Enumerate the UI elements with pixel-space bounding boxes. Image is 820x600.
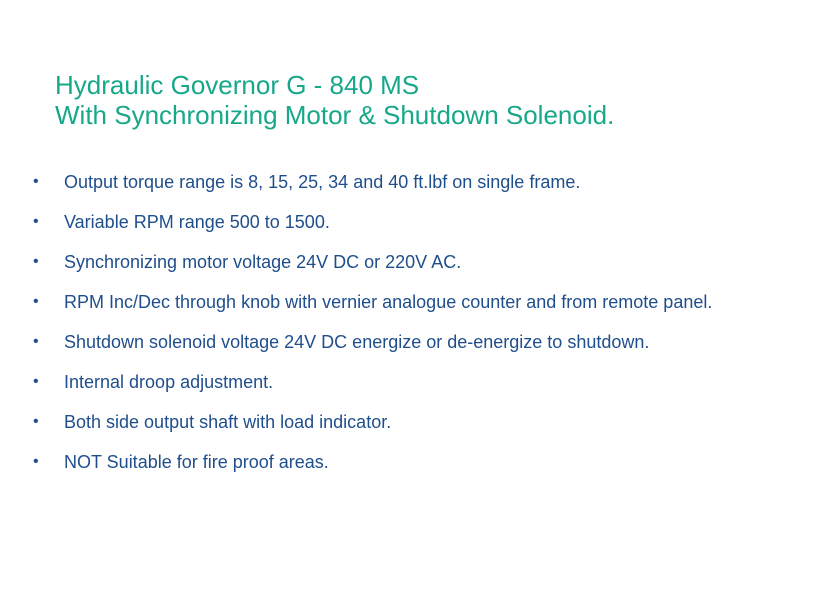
bullet-item [0, 208, 820, 248]
bullet-icon: • [33, 453, 39, 470]
bullet-item [0, 288, 820, 328]
bullet-item [0, 328, 820, 368]
bullet-text: NOT Suitable for fire proof areas. [64, 452, 329, 472]
bullet-item [0, 448, 820, 488]
title-line-2: With Synchronizing Motor & Shutdown Solenoid. [55, 100, 615, 130]
bullet-text: Both side output shaft with load indicator. [64, 412, 392, 432]
bullet-icon: • [33, 333, 39, 350]
bullet-text: Output torque range is 8, 15, 25, 34 and 40 ft.lbf on single frame. [64, 172, 581, 192]
bullet-item [0, 408, 820, 448]
bullet-icon: • [33, 293, 39, 310]
slide-title [55, 70, 795, 130]
title-line-1: Hydraulic Governor G - 840 MS [55, 70, 420, 100]
bullet-icon: • [33, 253, 39, 270]
bullet-item [0, 368, 820, 408]
bullet-list [0, 168, 820, 488]
bullet-text: Variable RPM range 500 to 1500. [64, 212, 330, 232]
bullet-icon: • [33, 213, 39, 230]
bullet-text: Shutdown solenoid voltage 24V DC energize or de-energize to shutdown. [64, 332, 650, 352]
bullet-icon: • [33, 173, 39, 190]
bullet-text: RPM Inc/Dec through knob with vernier analogue counter and from remote panel. [64, 292, 713, 312]
bullet-icon: • [33, 373, 39, 390]
bullet-icon: • [33, 413, 39, 430]
bullet-text: Synchronizing motor voltage 24V DC or 220V AC. [64, 252, 462, 272]
bullet-item [0, 248, 820, 288]
bullet-item [0, 168, 820, 208]
bullet-text: Internal droop adjustment. [64, 372, 274, 392]
